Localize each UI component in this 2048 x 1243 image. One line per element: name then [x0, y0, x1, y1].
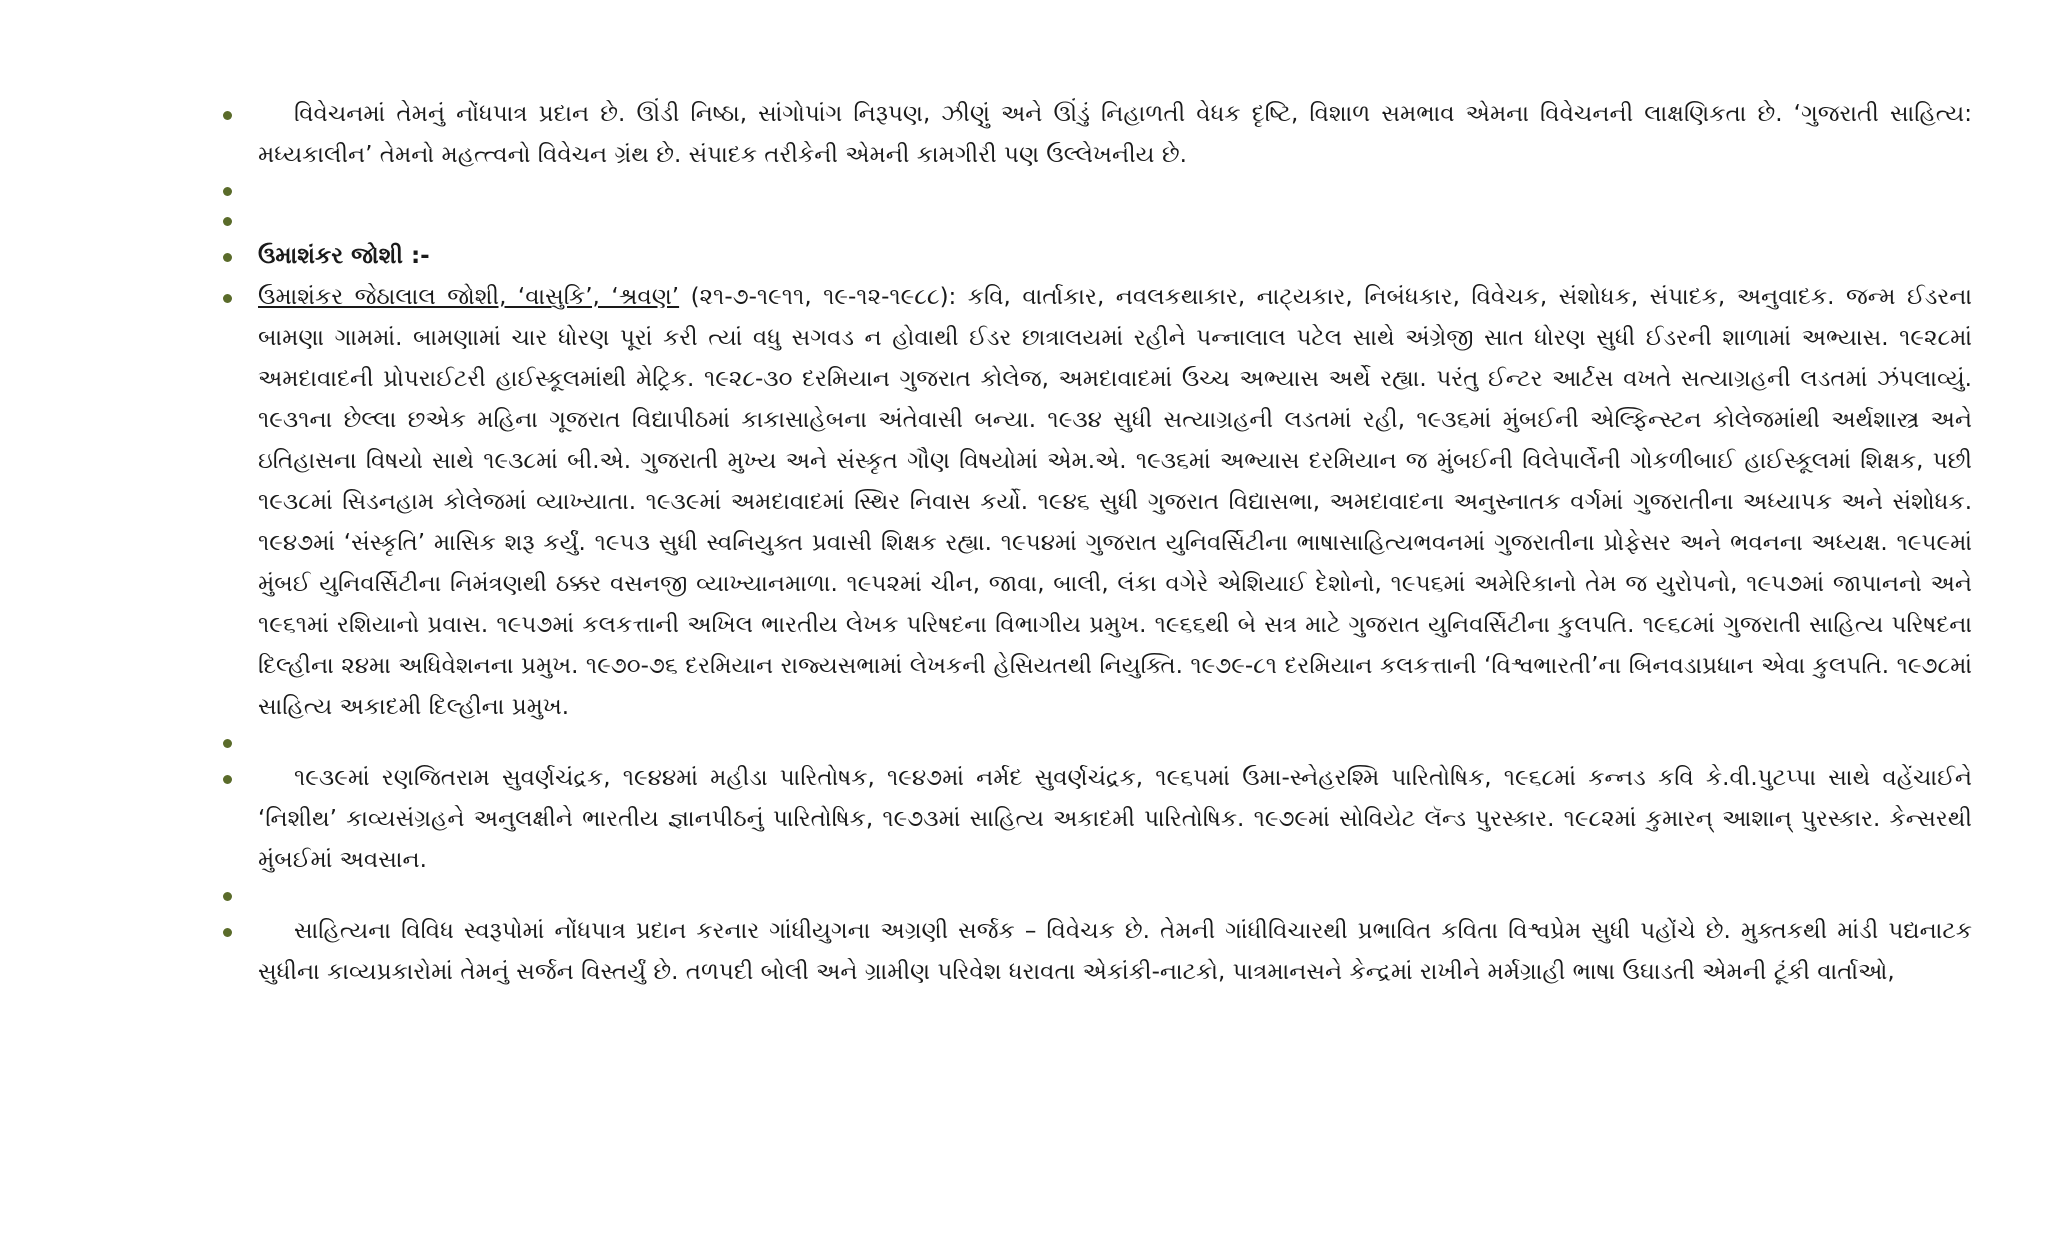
list-item-literary-works: [220, 911, 1972, 993]
list-item-empty: [220, 881, 1972, 911]
paragraph-literary-works: સાહિત્યના વિવિધ સ્વરૂપોમાં નોંધપાત્ર પ્રદાન કરનાર ગાંધીયુગના અગ્રણી સર્જક – વિવેચક છે. તેમની ગાંધીવિચારથી પ્રભાવિત કવિતા વિશ્વપ્રેમ સુધી પહોંચે છે. મુક્તકથી માંડી પદ્યનાટક સુધીના કાવ્યપ્રકારોમાં તેમનું સર્જન વિસ્તર્યું છે. તળપદી બોલી અને ગ્રામીણ પરિવેશ ધરાવતા એકાંકી-નાટકો, પાત્રમાનસને કેન્દ્રમાં રાખીને મર્મગ્રાહી ભાષા ઉઘાડતી એમની ટૂંકી વાર્તાઓ,: [258, 918, 1972, 985]
list-item-criticism-contribution: [220, 94, 1972, 176]
list-item-empty: [220, 206, 1972, 236]
paragraph-awards: ૧૯૩૯માં રણજિતરામ સુવર્ણચંદ્રક, ૧૯૪૪માં મહીડા પારિતોષક, ૧૯૪૭માં નર્મદ સુવર્ણચંદ્રક, ૧૯૬૫માં ઉમા-સ્નેહરશ્મિ પારિતોષિક, ૧૯૬૮માં કન્નડ કવિ કે.વી.પુટપ્પા સાથે વહેંચાઈને ‘નિશીથ’ કાવ્યસંગ્રહને અનુલક્ષીને ભારતીય જ્ઞાનપીઠનું પારિતોષિક, ૧૯૭૩માં સાહિત્ય અકાદમી પારિતોષિક. ૧૯૭૯માં સોવિયેટ લૅન્ડ પુરસ્કાર. ૧૯૮૨માં કુમારન્ આશાન્ પુરસ્કાર. કેન્સરથી મુંબઈમાં અવસાન.: [258, 765, 1973, 873]
list-item-heading: [220, 236, 1972, 277]
paragraph-criticism-contribution: વિવેચનમાં તેમનું નોંધપાત્ર પ્રદાન છે. ઊંડી નિષ્ઠા, સાંગોપાંગ નિરૂપણ, ઝીણું અને ઊંડું નિહાળતી વેધક દૃષ્ટિ, વિશાળ સમભાવ એમના વિવેચનની લાક્ષણિકતા છે. ‘ગુજરાતી સાહિત્ય: મધ્યકાલીન’ તેમનો મહત્ત્વનો વિવેચન ગ્રંથ છે. સંપાદક તરીકેની એમની કામગીરી પણ ઉલ્લેખનીય છે.: [258, 101, 1972, 168]
list-item-awards: [220, 758, 1972, 881]
paragraph-biography: (૨૧-૭-૧૯૧૧, ૧૯-૧૨-૧૯૮૮): કવિ, વાર્તાકાર, નવલકથાકાર, નાટ્યકાર, નિબંધકાર, વિવેચક, સંશોધક, સંપાદક, અનુવાદક. જન્મ ઈડરના બામણા ગામમાં. બામણામાં ચાર ધોરણ પૂરાં કરી ત્યાં વધુ સગવડ ન હોવાથી ઈડર છાત્રાલયમાં રહીને પન્નાલાલ પટેલ સાથે અંગ્રેજી સાત ધોરણ સુધી ઈડરની શાળામાં અભ્યાસ. ૧૯૨૮માં અમદાવાદની પ્રોપરાઈટરી હાઈસ્કૂલમાંથી મેટ્રિક. ૧૯૨૮-૩૦ દરમિયાન ગુજરાત કોલેજ, અમદાવાદમાં ઉચ્ચ અભ્યાસ અર્થે રહ્યા. પરંતુ ઈન્ટર આર્ટસ વખતે સત્યાગ્રહની લડતમાં ઝંપલાવ્યું. ૧૯૩૧ના છેલ્લા છએક મહિના ગૂજરાત વિદ્યાપીઠમાં કાકાસાહેબના અંતેવાસી બન્યા. ૧૯૩૪ સુધી સત્યાગ્રહની લડતમાં રહી, ૧૯૩૬માં મુંબઈની એલ્ફિન્સ્ટન કોલેજમાંથી અર્થશાસ્ત્ર અને ઇતિહાસના વિષયો સાથે ૧૯૩૮માં બી.એ. ગુજરાતી મુખ્ય અને સંસ્કૃત ગૌણ વિષયોમાં એમ.એ. ૧૯૩૬માં અભ્યાસ દરમિયાન જ મુંબઈની વિલેપાર્લેની ગોકળીબાઈ હાઈસ્કૂલમાં શિક્ષક, પછી ૧૯૩૮માં સિડનહામ કોલેજમાં વ્યાખ્યાતા. ૧૯૩૯માં અમદાવાદમાં સ્થિર નિવાસ કર્યો. ૧૯૪૬ સુધી ગુજરાત વિદ્યાસભા, અમદાવાદના અનુસ્નાતક વર્ગમાં ગુજરાતીના અધ્યાપક અને સંશોધક. ૧૯૪૭માં ‘સંસ્કૃતિ’ માસિક શરૂ કર્યું. ૧૯૫૩ સુધી સ્વનિયુક્ત પ્રવાસી શિક્ષક રહ્યા. ૧૯૫૪માં ગુજરાત યુનિવર્સિટીના ભાષાસાહિત્યભવનમાં ગુજરાતીના પ્રોફેસર અને ભવનના અધ્યક્ષ. ૧૯૫૯માં મુંબઈ યુનિવર્સિટીના નિમંત્રણથી ઠક્કર વસનજી વ્યાખ્યાનમાળા. ૧૯૫૨માં ચીન, જાવા, બાલી, લંકા વગેરે એશિયાઈ દેશોનો, ૧૯૫૬માં અમેરિકાનો તેમ જ યુરોપનો, ૧૯૫૭માં જાપાનનો અને ૧૯૬૧માં રશિયાનો પ્રવાસ. ૧૯૫૭માં કલકત્તાની અખિલ ભારતીય લેખક પરિષદના વિભાગીય પ્રમુખ. ૧૯૬૬થી બે સત્ર માટે ગુજરાત યુનિવર્સિટીના કુલપતિ. ૧૯૬૮માં ગુજરાતી સાહિત્ય પરિષદના દિલ્હીના ૨૪મા અધિવેશનના પ્રમુખ. ૧૯૭૦-૭૬ દરમિયાન રાજ્યસભામાં લેખકની હેસિયતથી નિયુક્તિ. ૧૯૭૯-૮૧ દરમિયાન કલકત્તાની ‘વિશ્વભારતી’ના બિનવડાપ્રધાન એવા કુલપતિ. ૧૯૭૮માં સાહિત્ય અકાદમી દિલ્હીના પ્રમુખ.: [258, 284, 1972, 720]
list-item-biography: [220, 277, 1972, 728]
document-bullet-list: [220, 94, 1972, 993]
section-heading-umashankar-joshi: ઉમાશંકર જોશી :-: [258, 243, 430, 269]
list-item-empty: [220, 728, 1972, 758]
author-full-name: ઉમાશંકર જેઠાલાલ જોશી, ‘વાસુકિ’, ‘શ્રવણ’: [258, 284, 680, 310]
list-item-empty: [220, 176, 1972, 206]
